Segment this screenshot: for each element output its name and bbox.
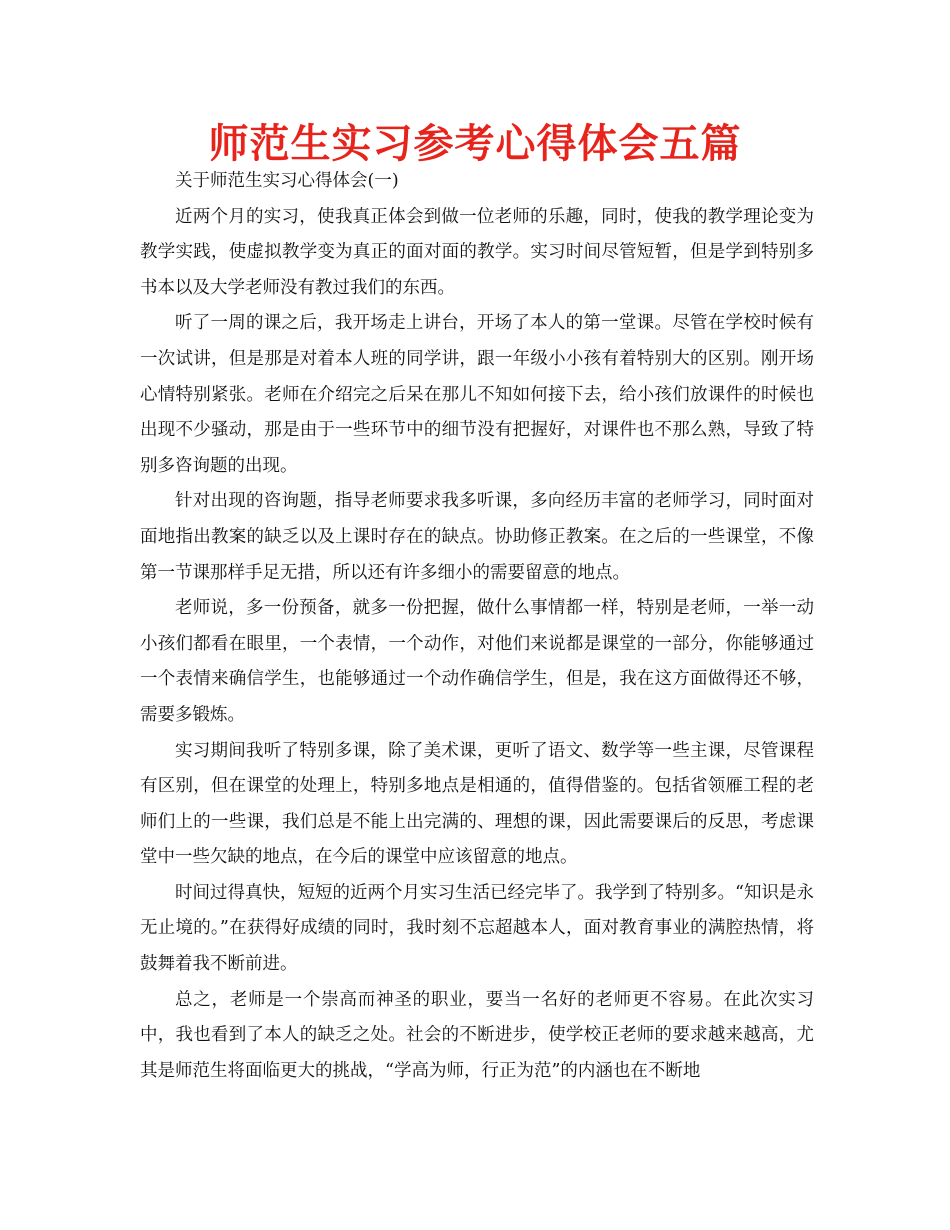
body-paragraph: 老师说，多一份预备，就多一份把握，做什么事情都一样，特别是老师，一举一动小孩们都看在眼里，一个表情，一个动作，对他们来说都是课堂的一部分，你能够通过一个表情来确信学生，也能够通过一个动作确信学生，但是，我在这方面做得还不够，需要多锻炼。	[140, 598, 814, 725]
body-paragraph: 听了一周的课之后，我开场走上讲台，开场了本人的第一堂课。尽管在学校时候有一次试讲，但是那是对着本人班的同学讲，跟一年级小小孩有着特别大的区别。刚开场心情特别紧张。老师在介绍完之后呆在那儿不知如何接下去，给小孩们放课件的时候也出现不少骚动，那是由于一些环节中的细节没有把握好，对课件也不那么熟，导致了特别多咨询题的出现。	[140, 313, 814, 476]
body-paragraph: 针对出现的咨询题，指导老师要求我多听课，多向经历丰富的老师学习，同时面对面地指出教案的缺乏以及上课时存在的缺点。协助修正教案。在之后的一些课堂，不像第一节课那样手足无措，所以还有许多细小的需要留意的地点。	[140, 491, 814, 583]
document-body	[140, 164, 814, 1089]
body-paragraph: 总之，老师是一个崇高而神圣的职业，要当一名好的老师更不容易。在此次实习中，我也看到了本人的缺乏之处。社会的不断进步，使学校正老师的要求越来越高，尤其是师范生将面临更大的挑战，“学高为师，行正为范”的内涵也在不断地	[140, 989, 814, 1081]
section-heading: 关于师范生实习心得体会(一)	[175, 171, 399, 191]
page-title: 师范生实习参考心得体会五篇	[208, 121, 742, 167]
body-paragraph: 时间过得真快，短短的近两个月实习生活已经完毕了。我学到了特别多。“知识是永无止境的。”在获得好成绩的同时，我时刻不忘超越本人，面对教育事业的满腔热情，将鼓舞着我不断前进。	[140, 882, 814, 975]
body-paragraph: 实习期间我听了特别多课，除了美术课，更听了语文、数学等一些主课，尽管课程有区别，但在课堂的处理上，特别多地点是相通的，值得借鉴的。包括省领雁工程的老师们上的一些课，我们总是不能上出完满的、理想的课，因此需要课后的反思，考虑课堂中一些欠缺的地点，在今后的课堂中应该留意的地点。	[140, 740, 814, 868]
body-paragraph: 近两个月的实习，使我真正体会到做一位老师的乐趣，同时，使我的教学理论变为教学实践，使虚拟教学变为真正的面对面的教学。实习时间尽管短暂，但是学到特别多书本以及大学老师没有教过我们的东西。	[140, 206, 814, 298]
